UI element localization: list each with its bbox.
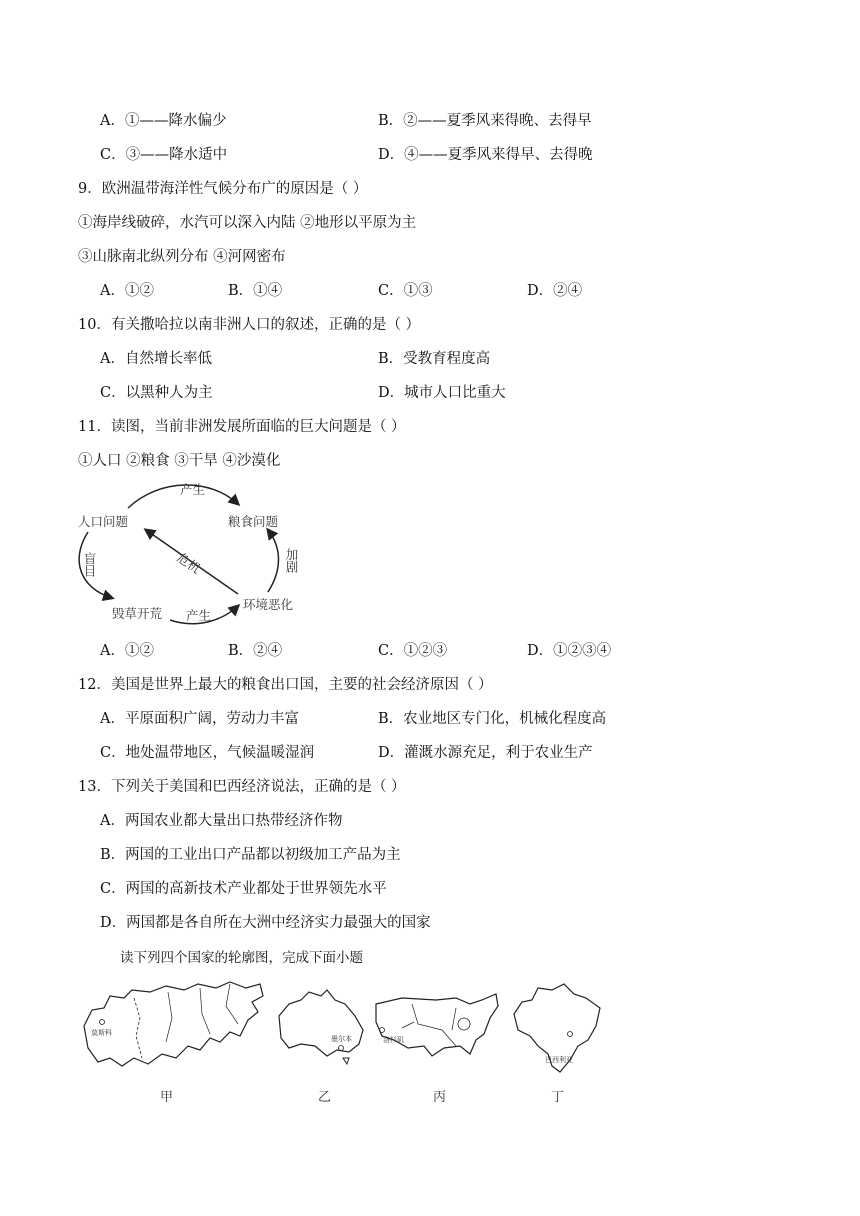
city-melbourne: 墨尔本 bbox=[331, 1035, 352, 1043]
q9-option-d: D．②④ bbox=[527, 283, 583, 299]
q11-stem: 11．读图，当前非洲发展所面临的巨大问题是（ ） bbox=[78, 419, 406, 435]
q11-option-a: A．①② bbox=[100, 643, 154, 659]
q9-stem: 9．欧洲温带海洋性气候分布广的原因是（ ） bbox=[78, 181, 368, 197]
edge-label-right: 加剧 bbox=[284, 548, 299, 573]
q13-option-a: A．两国农业都大量出口热带经济作物 bbox=[100, 813, 343, 829]
node-population: 人口问题 bbox=[78, 514, 129, 529]
q9-option-b: B．①④ bbox=[228, 283, 283, 299]
q9-option-a: A．①② bbox=[100, 283, 154, 299]
q12-option-c: C．地处温带地区，气候温暖湿润 bbox=[100, 745, 315, 761]
edge-label-bottom: 产生 bbox=[186, 608, 212, 623]
q8-option-b: B．②——夏季风来得晚、去得早 bbox=[378, 113, 592, 129]
q12-option-a: A．平原面积广阔，劳动力丰富 bbox=[100, 711, 299, 727]
q10-option-c: C．以黑种人为主 bbox=[100, 385, 213, 401]
q11-option-c: C．①②③ bbox=[378, 643, 448, 659]
q8-option-d: D．④——夏季风来得早、去得晚 bbox=[378, 147, 593, 163]
map-brazil-outline bbox=[508, 980, 604, 1080]
node-reclaim: 毁草开荒 bbox=[112, 606, 163, 621]
q9-option-c: C．①③ bbox=[378, 283, 433, 299]
map-russia-outline bbox=[80, 978, 265, 1073]
q10-stem: 10．有关撒哈拉以南非洲人口的叙述，正确的是（ ） bbox=[78, 317, 421, 333]
map-caption-ding: 丁 bbox=[551, 1090, 565, 1105]
q13-option-c: C．两国的高新技术产业都处于世界领先水平 bbox=[100, 881, 387, 897]
maps-intro: 读下列四个国家的轮廓图，完成下面小题 bbox=[120, 950, 363, 966]
map-caption-yi: 乙 bbox=[318, 1090, 332, 1105]
map-australia-outline bbox=[275, 986, 367, 1066]
q12-option-d: D．灌溉水源充足，利于农业生产 bbox=[378, 745, 593, 761]
q13-option-d: D．两国都是各自所在大洲中经济实力最强大的国家 bbox=[100, 915, 431, 931]
node-food: 粮食问题 bbox=[228, 514, 279, 529]
q11-items: ①人口 ②粮食 ③干旱 ④沙漠化 bbox=[78, 453, 281, 469]
q10-option-d: D．城市人口比重大 bbox=[378, 385, 506, 401]
q9-items-line2: ③山脉南北纵列分布 ④河网密布 bbox=[78, 249, 286, 265]
q13-option-b: B．两国的工业出口产品都以初级加工产品为主 bbox=[100, 847, 401, 863]
edge-label-left: 盲目 bbox=[82, 552, 97, 577]
q9-items-line1: ①海岸线破碎，水汽可以深入内陆 ②地形以平原为主 bbox=[78, 215, 417, 231]
q12-stem: 12．美国是世界上最大的粮食出口国，主要的社会经济原因（ ） bbox=[78, 677, 493, 693]
q10-option-a: A．自然增长率低 bbox=[100, 351, 212, 367]
node-environment: 环境恶化 bbox=[243, 597, 294, 612]
edge-label-diagonal: 危机 bbox=[174, 549, 204, 577]
arrow-environment-to-food bbox=[268, 530, 279, 592]
q12-option-b: B．农业地区专门化，机械化程度高 bbox=[378, 711, 607, 727]
city-los-angeles: 洛杉矶 bbox=[383, 1036, 404, 1044]
q8-option-a: A．①——降水偏少 bbox=[100, 113, 227, 129]
map-caption-bing: 丙 bbox=[433, 1090, 447, 1105]
map-caption-jia: 甲 bbox=[160, 1090, 174, 1105]
edge-label-top: 产生 bbox=[180, 482, 206, 497]
city-moscow: 莫斯科 bbox=[91, 1029, 112, 1037]
city-brasilia: 巴西利亚 bbox=[545, 1056, 573, 1064]
q8-option-c: C．③——降水适中 bbox=[100, 147, 228, 163]
q11-option-b: B．②④ bbox=[228, 643, 283, 659]
q13-stem: 13．下列关于美国和巴西经济说法，正确的是（ ） bbox=[78, 779, 406, 795]
map-usa-outline bbox=[372, 990, 502, 1062]
q11-option-d: D．①②③④ bbox=[527, 643, 612, 659]
q10-option-b: B．受教育程度高 bbox=[378, 351, 491, 367]
